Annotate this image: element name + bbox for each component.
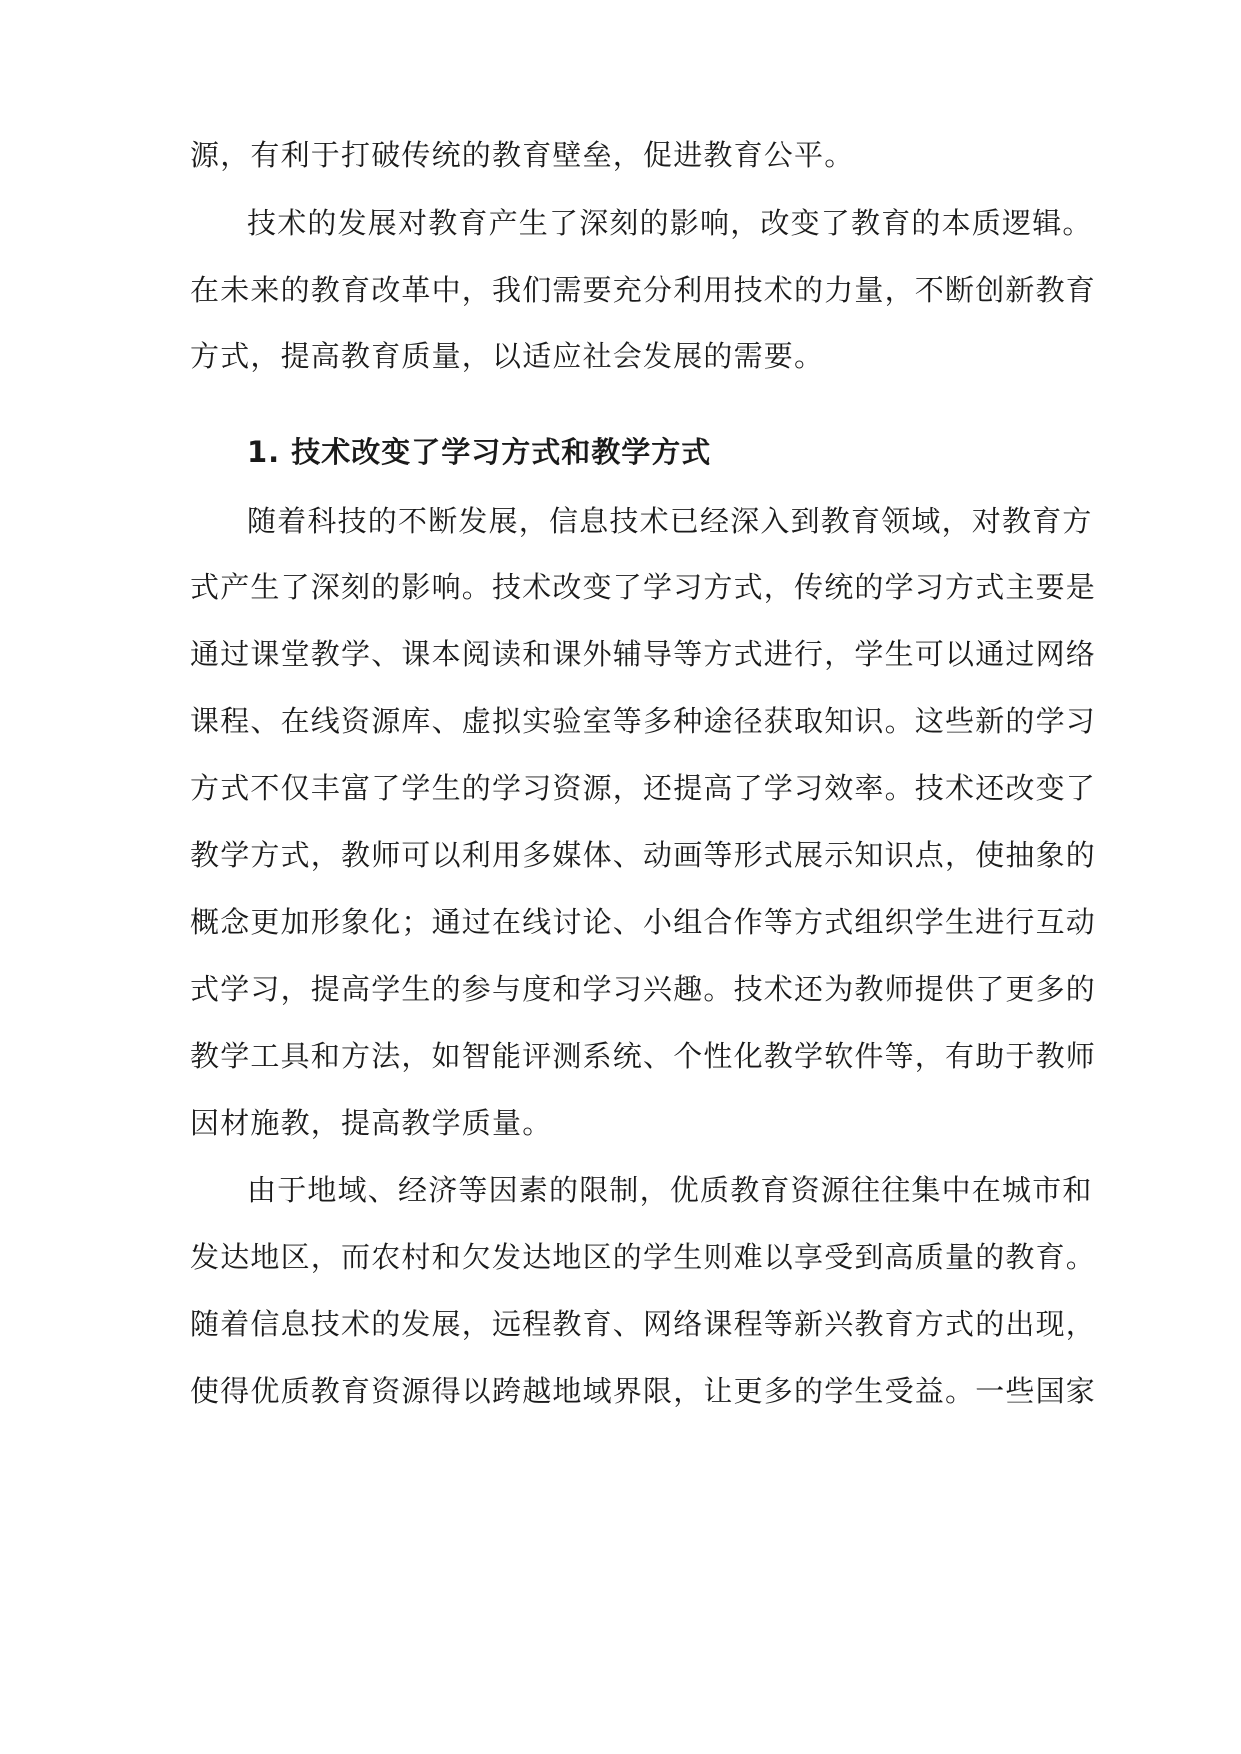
text-line: 源，有利于打破传统的教育壁垒，促进教育公平。 xyxy=(190,138,855,172)
text-line: 式产生了深刻的影响。技术改变了学习方式，传统的学习方式主要是 xyxy=(190,570,1097,604)
section-heading: 1. 技术改变了学习方式和教学方式 xyxy=(247,435,712,469)
text-line: 方式不仅丰富了学生的学习资源，还提高了学习效率。技术还改变了 xyxy=(190,771,1097,805)
text-line: 教学方式，教师可以利用多媒体、动画等形式展示知识点，使抽象的 xyxy=(190,838,1097,872)
text-line: 发达地区，而农村和欠发达地区的学生则难以享受到高质量的教育。 xyxy=(190,1240,1097,1274)
text-line: 方式，提高教育质量，以适应社会发展的需要。 xyxy=(190,339,825,373)
text-line: 课程、在线资源库、虚拟实验室等多种途径获取知识。这些新的学习 xyxy=(190,704,1097,738)
text-line: 通过课堂教学、课本阅读和课外辅导等方式进行，学生可以通过网络 xyxy=(190,637,1097,671)
text-line: 概念更加形象化；通过在线讨论、小组合作等方式组织学生进行互动 xyxy=(190,905,1097,939)
text-line: 在未来的教育改革中，我们需要充分利用技术的力量，不断创新教育 xyxy=(190,273,1097,307)
text-line: 随着科技的不断发展，信息技术已经深入到教育领域，对教育方 xyxy=(247,504,1093,538)
text-line: 式学习，提高学生的参与度和学习兴趣。技术还为教师提供了更多的 xyxy=(190,972,1097,1006)
text-line: 由于地域、经济等因素的限制，优质教育资源往往集中在城市和 xyxy=(247,1173,1093,1207)
text-line: 教学工具和方法，如智能评测系统、个性化教学软件等，有助于教师 xyxy=(190,1039,1097,1073)
text-line: 使得优质教育资源得以跨越地域界限，让更多的学生受益。一些国家 xyxy=(190,1374,1097,1408)
text-line: 因材施教，提高教学质量。 xyxy=(190,1106,553,1140)
text-line: 技术的发展对教育产生了深刻的影响，改变了教育的本质逻辑。 xyxy=(247,206,1093,240)
text-line: 随着信息技术的发展，远程教育、网络课程等新兴教育方式的出现， xyxy=(190,1307,1097,1341)
